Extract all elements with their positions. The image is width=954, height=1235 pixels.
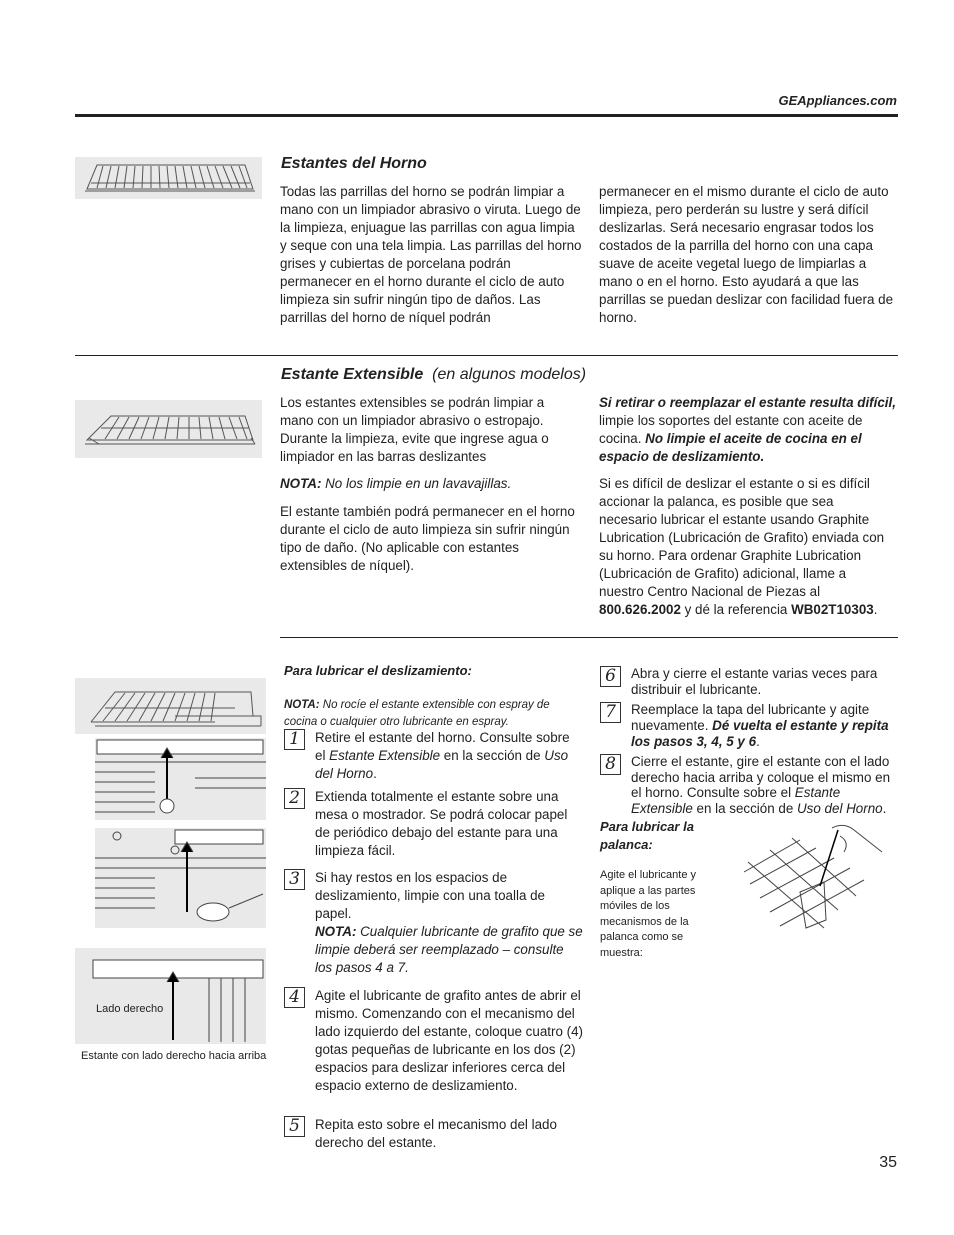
step-8-end: .	[882, 800, 887, 816]
right-text1: limpie los soportes del estante con aceite de cocina.	[599, 413, 863, 446]
site-url: GEAppliances.com	[778, 93, 897, 108]
step-number: 7	[600, 702, 621, 723]
step-1-italic-b: Estante Extensible	[329, 748, 441, 763]
step-text: Extienda totalmente el estante sobre una mesa o mostrador. Se podrá colocar papel de periódico debajo del estante para una limpieza fácil.	[315, 789, 568, 858]
lever-illustration	[740, 822, 890, 937]
note-text: No los limpie en un lavavajillas.	[321, 476, 512, 491]
step-8-mid: en la sección de	[692, 800, 798, 816]
section-rule-1	[75, 355, 898, 356]
step-text	[631, 702, 901, 750]
lever-heading: Para lubricar la palanca:	[600, 819, 694, 852]
step-7-bold: Dé vuelta el estante y repita los pasos 3, 4, 5 y 6	[631, 718, 889, 749]
step-text	[315, 869, 583, 977]
figure-label-right-side: Lado derecho	[96, 1003, 164, 1015]
extensible-right-p2	[599, 475, 891, 619]
step-number: 6	[600, 666, 621, 687]
step-number: 1	[284, 729, 305, 750]
step-1-text-c: en la sección de	[440, 748, 545, 763]
step-text: Repita esto sobre el mecanismo del lado derecho del estante.	[315, 1117, 557, 1150]
section-title-estantes: Estantes del Horno	[281, 155, 427, 172]
right-bold2: No limpie el aceite de cocina en el espacio de deslizamiento.	[599, 431, 862, 464]
right-bold1: Si retirar o reemplazar el estante resulta difícil,	[599, 395, 896, 410]
estantes-col1: Todas las parrillas del horno se podrán limpiar a mano con un limpiador abrasivo o viruta. Luego de la limpieza, enjuague las parrillas con agua limpia y seque con una tela limpia. Las parrillas del horno grises y cubiertas de porcelana podrán permanecer en el horno durante el ciclo de auto limpieza sin sufrir ningún tipo de daños. Las parrillas del horno de níquel podrán	[280, 184, 582, 325]
extension-rack-figure	[75, 400, 262, 458]
lubricate-rack-figure	[75, 678, 266, 734]
step-text	[315, 729, 583, 783]
step-text: Agite el lubricante de grafito antes de abrir el mismo. Comenzando con el mecanismo del lado izquierdo del estante, coloque cuatro (4) gotas pequeñas de lubricante en los dos (2) espacios para deslizar inferiores cerca del espacio externo de deslizamiento.	[315, 988, 583, 1093]
right-p2-text: Si es difícil de deslizar el estante o si es difícil accionar la palanca, es posible que sea necesario lubricar el estante usando Graphite Lubrication (Lubricación de Grafito) enviada con su horno. Para ordenar Graphite Lubrication (Lubricación de Grafito) adicional, llame a nuestro Centro Nacional de Piezas al	[599, 476, 885, 599]
right-p2-end: .	[873, 602, 878, 617]
extensible-p2: El estante también podrá permanecer en el horno durante el ciclo de auto limpieza sin sufrir ningún tipo de daño. (No aplicable con estantes extensibles de níquel).	[280, 504, 575, 573]
oven-rack-figure	[75, 157, 262, 199]
step-number: 3	[284, 869, 305, 890]
step-1-text-a: Retire el estante del horno. Consulte sobre el	[315, 730, 570, 763]
note-label: NOTA:	[280, 476, 322, 491]
step-number: 4	[284, 987, 305, 1008]
extension-rack-illustration	[75, 400, 262, 458]
right-p2-mid: y dé la referencia	[680, 602, 792, 617]
top-rule	[75, 114, 898, 117]
section-title-extensible	[281, 366, 586, 384]
part-number: WB02T10303	[791, 602, 874, 617]
extensible-note	[280, 475, 580, 493]
extensible-title: Estante Extensible	[281, 366, 424, 383]
lever-figure	[740, 822, 890, 937]
step-3-note-text: Cualquier lubricante de grafito que se limpie deberá ser reemplazado – consulte los pasos 4 a 7.	[315, 924, 583, 975]
step-text: Abra y cierre el estante varias veces para distribuir el lubricante.	[631, 666, 878, 697]
step-8-text: Cierre el estante, gire el estante con el lado derecho hacia arriba y coloque el mismo en el horno. Consulte sobre el	[631, 754, 891, 800]
step-7-text: Reemplace la tapa del lubricante y agite nuevamente.	[631, 702, 870, 733]
step-3-note-label: NOTA:	[315, 924, 357, 939]
figure-caption: Estante con lado derecho hacia arriba	[81, 1050, 267, 1062]
lubricate-slide-note	[284, 697, 574, 731]
step-1-text-e: .	[373, 766, 377, 781]
page-number: 35	[879, 1154, 897, 1171]
step-text	[631, 754, 901, 816]
phone-number: 800.626.2002	[599, 602, 681, 617]
right-side-up-illustration	[75, 948, 266, 1044]
step-7-end: .	[756, 734, 760, 749]
estantes-col2: permanecer en el mismo durante el ciclo de auto limpieza, pero perderán su lustre y será difícil deslizarlas. Será necesario engrasar todos los costados de la parrilla del horno con una capa suave de aceite vegetal luego de limpiarlas a mano o en el horno. Esto ayudará a que las parrillas se puedan deslizar con facilidad fuera de horno.	[599, 184, 894, 325]
slide-detail-figure-2	[95, 828, 266, 928]
slide-note-label: NOTA:	[284, 698, 320, 711]
slide-note-text: No rocíe el estante extensible con espray de cocina o cualquier otro lubricante en espray.	[284, 698, 550, 728]
extensible-p1: Los estantes extensibles se podrán limpiar a mano con un limpiador abrasivo o estropajo. Durante la limpieza, evite que ingrese agua o limpiador en las barras deslizantes	[280, 395, 549, 464]
step-number: 8	[600, 754, 621, 775]
step-number: 2	[284, 788, 305, 809]
rack-extended-illustration	[75, 678, 266, 734]
lubricate-slide-heading: Para lubricar el deslizamiento:	[284, 663, 472, 678]
slide-detail-illustration-2	[95, 828, 266, 928]
lever-text: Agite el lubricante y aplique a las partes móviles de los mecanismos de la palanca como se muestra:	[600, 869, 696, 959]
oven-rack-illustration	[75, 157, 262, 199]
extensible-right-p1	[599, 394, 897, 466]
right-side-up-figure	[75, 948, 266, 1044]
step-1-italic-d: Uso del Horno	[315, 748, 569, 781]
step-8-italic-2: Uso del Horno	[797, 800, 883, 816]
slide-detail-figure-1	[95, 738, 266, 820]
step-3-text: Si hay restos en los espacios de deslizamiento, limpie con una toalla de papel.	[315, 870, 546, 921]
slide-detail-illustration-1	[95, 738, 266, 820]
extensible-subtitle: (en algunos modelos)	[432, 366, 587, 383]
step-number: 5	[284, 1116, 305, 1137]
step-8-italic-1: Estante Extensible	[631, 785, 841, 816]
section-rule-2	[280, 637, 898, 638]
